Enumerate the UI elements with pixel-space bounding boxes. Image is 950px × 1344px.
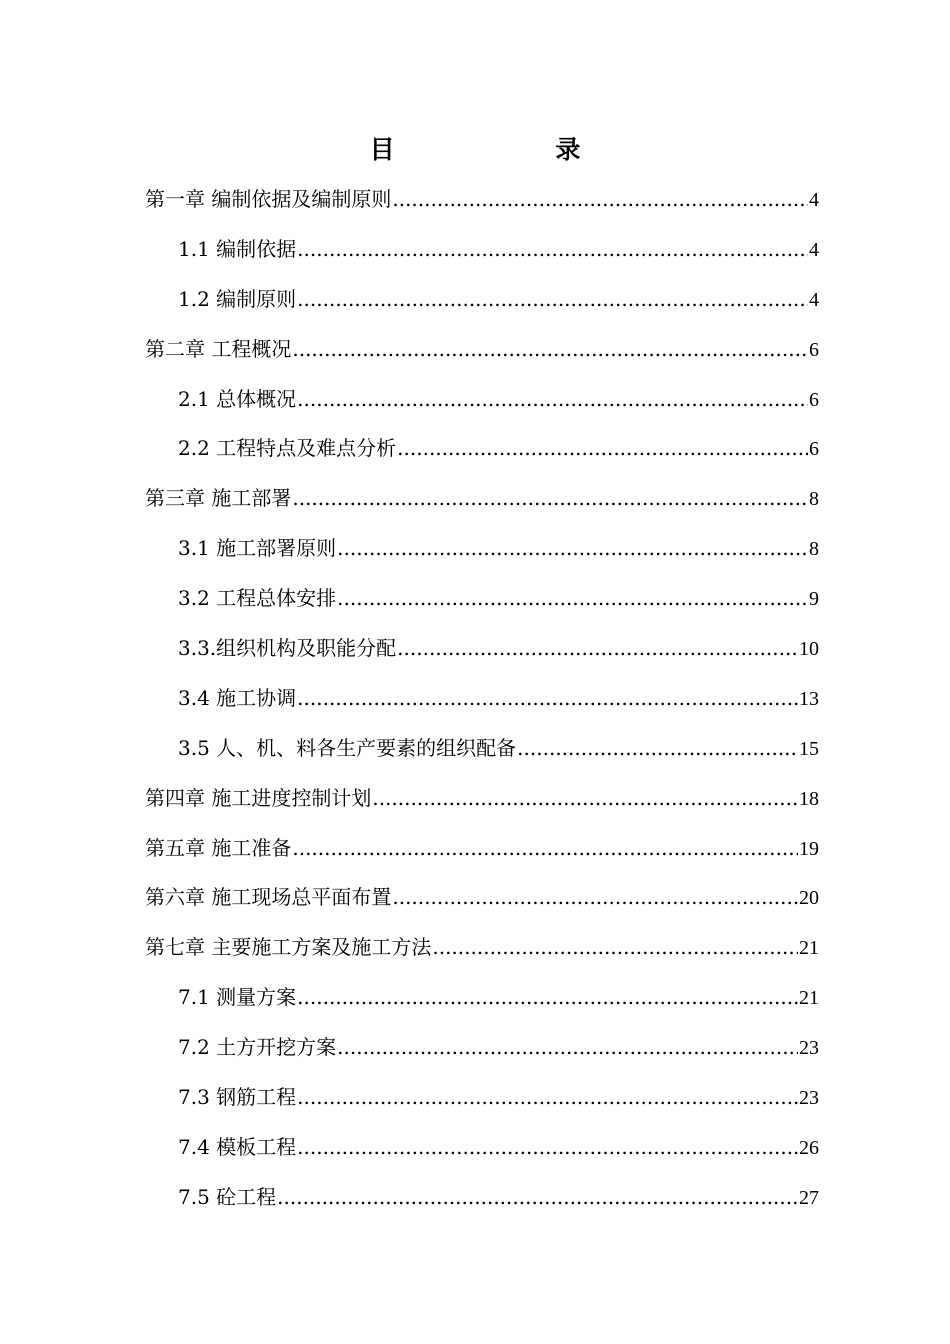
- toc-dot-leader: [292, 328, 808, 370]
- toc-section-entry[interactable]: [145, 976, 819, 1026]
- toc-entry-label: 7.1 测量方案: [178, 985, 297, 1010]
- toc-entry-label: 1.2 编制原则: [178, 286, 297, 311]
- toc-page-number: 15: [799, 737, 819, 760]
- toc-dot-leader: [372, 777, 798, 819]
- toc-entry-label: 3.3.组织机构及职能分配: [178, 636, 397, 661]
- toc-entry-label: 第五章 施工准备: [145, 835, 292, 860]
- toc-page-number: 6: [809, 388, 819, 411]
- toc-page-number: 13: [799, 687, 819, 710]
- toc-page-number: 23: [799, 1087, 819, 1110]
- toc-page-number: 9: [809, 588, 819, 611]
- toc-page-number: 6: [809, 438, 819, 461]
- toc-dot-leader: [392, 178, 808, 220]
- toc-dot-leader: [432, 926, 798, 968]
- toc-entry-label: 第二章 工程概况: [145, 336, 292, 361]
- toc-dot-leader: [297, 1126, 798, 1168]
- toc-chapter-entry[interactable]: [145, 926, 819, 976]
- toc-dot-leader: [297, 1076, 798, 1118]
- toc-dot-leader: [337, 1026, 798, 1068]
- toc-entry-label: 2.1 总体概况: [178, 386, 297, 411]
- toc-dot-leader: [297, 378, 808, 420]
- toc-entry-label: 7.5 砼工程: [178, 1184, 277, 1209]
- toc-dot-leader: [337, 577, 808, 619]
- toc-page-number: 10: [799, 638, 819, 661]
- toc-chapter-entry[interactable]: [145, 477, 819, 527]
- toc-page-number: 8: [809, 488, 819, 511]
- toc-entry-label: 7.3 钢筋工程: [178, 1085, 297, 1110]
- toc-section-entry[interactable]: [145, 1126, 819, 1176]
- toc-chapter-entry[interactable]: [145, 777, 819, 827]
- toc-page-number: 26: [799, 1136, 819, 1159]
- toc-entry-label: 第六章 施工现场总平面布置: [145, 885, 392, 910]
- toc-dot-leader: [397, 627, 798, 669]
- toc-entry-label: 3.5 人、机、料各生产要素的组织配备: [178, 735, 517, 760]
- toc-section-entry[interactable]: [145, 577, 819, 627]
- toc-chapter-entry[interactable]: [145, 328, 819, 378]
- toc-section-entry[interactable]: [145, 427, 819, 477]
- toc-dot-leader: [392, 876, 798, 918]
- toc-page-number: 4: [809, 189, 819, 211]
- toc-entry-label: 第七章 主要施工方案及施工方法: [145, 935, 432, 960]
- toc-entry-label: 7.4 模板工程: [178, 1134, 297, 1159]
- toc-entry-label: 第四章 施工进度控制计划: [145, 785, 372, 810]
- toc-section-entry[interactable]: [145, 677, 819, 727]
- toc-page-number: 8: [809, 538, 819, 561]
- toc-page-number: 21: [799, 937, 819, 960]
- toc-dot-leader: [297, 278, 808, 320]
- toc-section-entry[interactable]: [145, 278, 819, 328]
- toc-section-entry[interactable]: [145, 1076, 819, 1126]
- toc-section-entry[interactable]: [145, 378, 819, 428]
- toc-title: 目 录: [369, 135, 657, 164]
- toc-dot-leader: [397, 427, 808, 469]
- toc-chapter-entry[interactable]: [145, 876, 819, 926]
- toc-page-number: 6: [809, 338, 819, 361]
- toc-dot-leader: [292, 477, 808, 519]
- toc-page-number: 27: [799, 1186, 819, 1209]
- toc-page-number: 18: [799, 787, 819, 810]
- toc-entry-label: 7.2 土方开挖方案: [178, 1035, 337, 1060]
- toc-chapter-entry[interactable]: [145, 178, 819, 228]
- toc-page-number: 4: [809, 238, 819, 261]
- toc-section-entry[interactable]: [145, 1176, 819, 1226]
- toc-page-number: 23: [799, 1037, 819, 1060]
- toc-page-number: 20: [799, 887, 819, 910]
- toc-chapter-entry[interactable]: [145, 827, 819, 877]
- toc-entry-label: 3.1 施工部署原则: [178, 536, 337, 561]
- toc-dot-leader: [337, 527, 808, 569]
- toc-page-number: 21: [799, 987, 819, 1010]
- toc-section-entry[interactable]: [145, 727, 819, 777]
- toc-entry-label: 1.1 编制依据: [178, 236, 297, 261]
- toc-list: [145, 178, 819, 1226]
- toc-entry-label: 3.4 施工协调: [178, 685, 297, 710]
- toc-dot-leader: [292, 827, 798, 869]
- toc-entry-label: 2.2 工程特点及难点分析: [178, 436, 397, 461]
- toc-entry-label: 第三章 施工部署: [145, 486, 292, 511]
- toc-section-entry[interactable]: [145, 228, 819, 278]
- toc-page-number: 4: [809, 288, 819, 311]
- toc-section-entry[interactable]: [145, 527, 819, 577]
- toc-dot-leader: [297, 976, 798, 1018]
- toc-dot-leader: [517, 727, 798, 769]
- toc-entry-label: 3.2 工程总体安排: [178, 586, 337, 611]
- toc-section-entry[interactable]: [145, 627, 819, 677]
- toc-dot-leader: [297, 228, 808, 270]
- toc-entry-label: 第一章 编制依据及编制原则: [145, 187, 392, 211]
- toc-dot-leader: [277, 1176, 798, 1218]
- toc-page-number: 19: [799, 837, 819, 860]
- toc-section-entry[interactable]: [145, 1026, 819, 1076]
- toc-dot-leader: [297, 677, 798, 719]
